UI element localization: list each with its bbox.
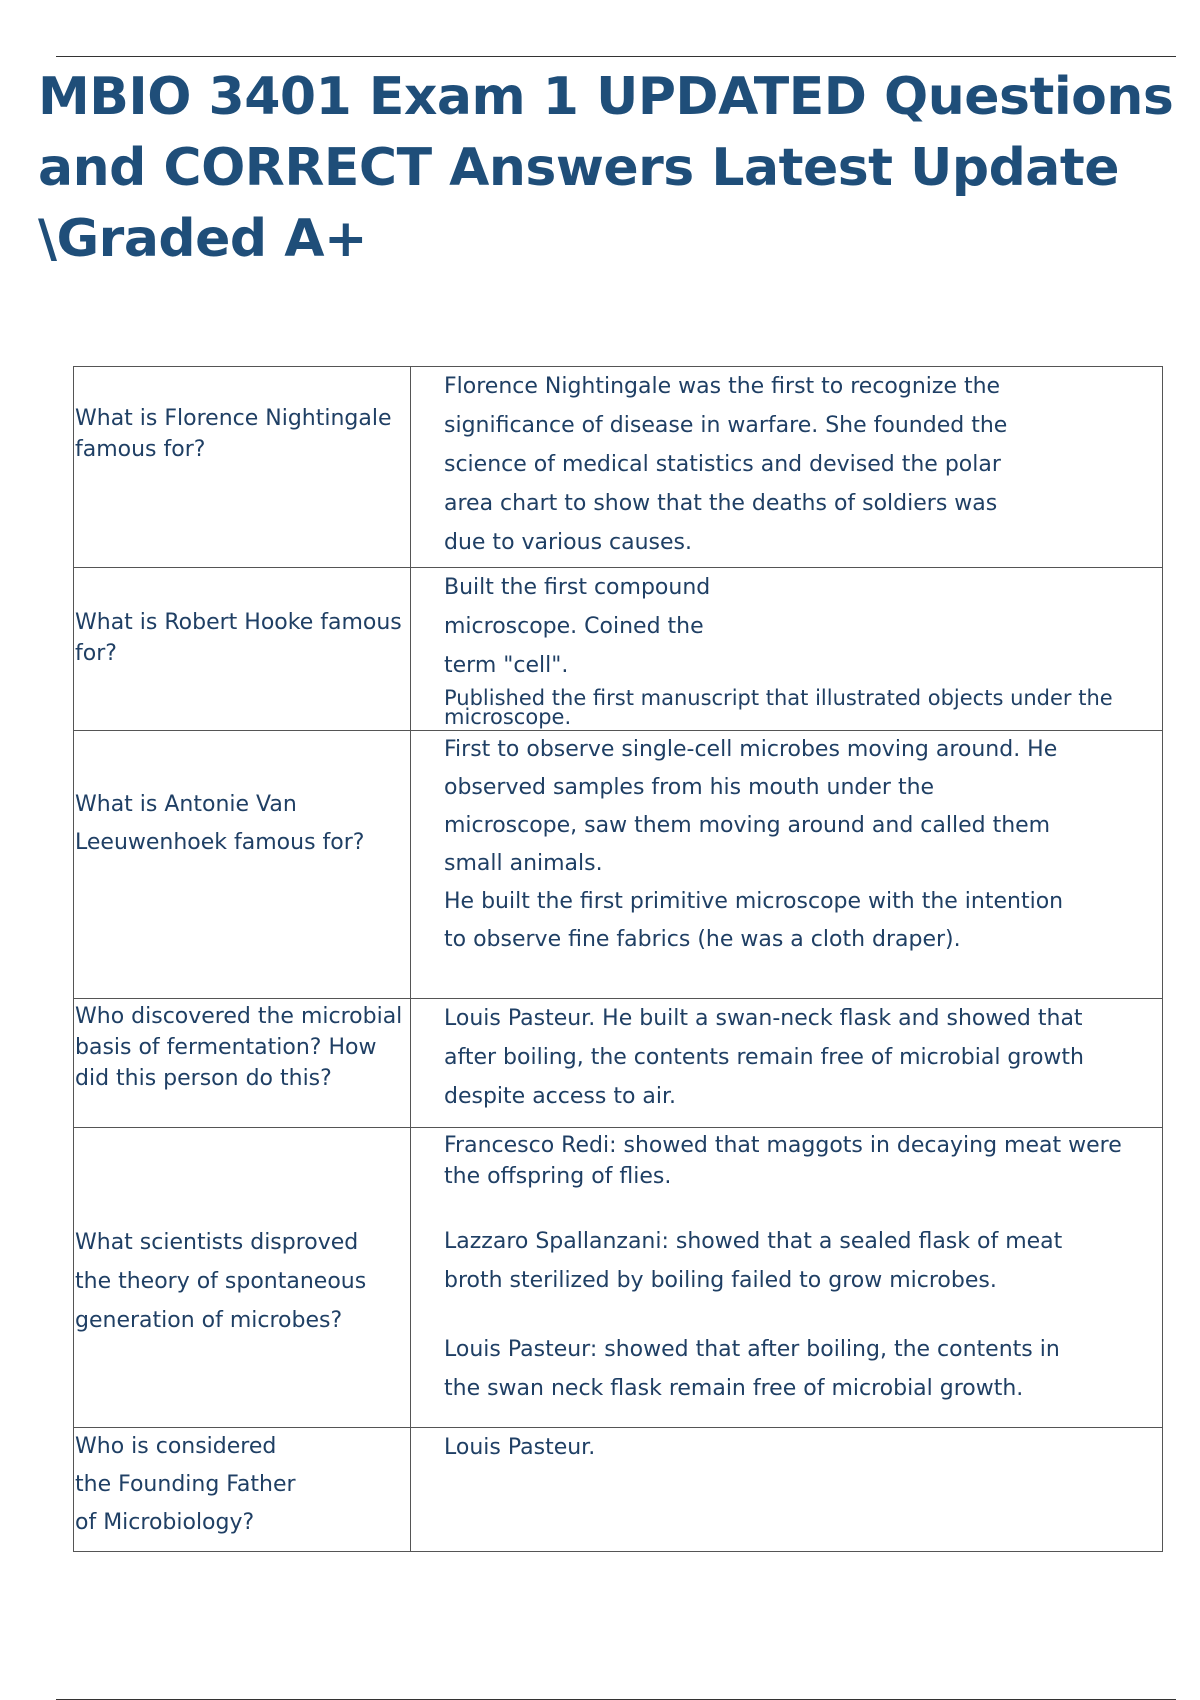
answer-text: First to observe single-cell microbes moving around. He observed samples from his mouth under the microscope, saw them moving around and called them small animals.: [444, 737, 1058, 876]
paragraph-gap: [444, 1300, 1156, 1330]
question-text: What scientists disproved the theory of spontaneous generation of microbes?: [75, 1230, 367, 1333]
answer-text: Published the first manuscript that illustrated objects under the microscope.: [444, 686, 1113, 729]
answer-text: Built the first compound microscope. Coined the term "cell".: [444, 575, 711, 678]
answer-cell: [411, 1128, 1163, 1428]
answer-text: Lazzaro Spallanzani: showed that a sealed flask of meat broth sterilized by boiling failed to grow microbes.: [444, 1229, 1063, 1293]
question-text: Who is considered the Founding Father of Microbiology?: [75, 1434, 296, 1535]
paragraph-gap: [444, 1192, 1156, 1222]
answer-text: Francesco Redi: showed that maggots in decaying meat were the offspring of flies.: [444, 1133, 1122, 1189]
question-cell: [74, 1428, 411, 1552]
answer-text: Louis Pasteur.: [444, 1435, 596, 1460]
question-text: What is Robert Hooke famous for?: [75, 610, 402, 666]
question-cell: [74, 367, 411, 568]
table-row: [74, 568, 1163, 731]
top-rule: [56, 56, 1176, 57]
question-cell: [74, 568, 411, 731]
answer-cell: [411, 1428, 1163, 1552]
answer-text: Louis Pasteur. He built a swan-neck flask and showed that after boiling, the contents remain free of microbial growth despite access to air.: [444, 1006, 1084, 1109]
answer-cell: [411, 999, 1163, 1128]
answer-text: Florence Nightingale was the first to recognize the significance of disease in warfare. She founded the science of medical statistics and devised the polar area chart to show that the deaths of soldiers was due to various causes.: [444, 374, 1008, 555]
answer-cell: [411, 731, 1163, 999]
document-title: MBIO 3401 Exam 1 UPDATED Questions and CORRECT Answers Latest Update \Graded A+: [38, 67, 1174, 269]
question-cell: [74, 731, 411, 999]
question-cell: [74, 999, 411, 1128]
question-text: What is Antonie Van Leeuwenhoek famous for?: [75, 792, 365, 855]
qa-table: [73, 366, 1163, 1552]
question-text: What is Florence Nightingale famous for?: [75, 406, 392, 462]
table-row: [74, 1128, 1163, 1428]
table-row: [74, 731, 1163, 999]
answer-text: Louis Pasteur: showed that after boiling, the contents in the swan neck flask remain free of microbial growth.: [444, 1337, 1060, 1401]
question-cell: [74, 1128, 411, 1428]
answer-cell: [411, 367, 1163, 568]
answer-text: He built the first primitive microscope with the intention to observe fine fabrics (he was a cloth draper).: [444, 889, 1064, 952]
table-row: [74, 1428, 1163, 1552]
answer-cell: [411, 568, 1163, 731]
table-row: [74, 999, 1163, 1128]
table-row: [74, 367, 1163, 568]
question-text: Who discovered the microbial basis of fermentation? How did this person do this?: [75, 1004, 403, 1091]
